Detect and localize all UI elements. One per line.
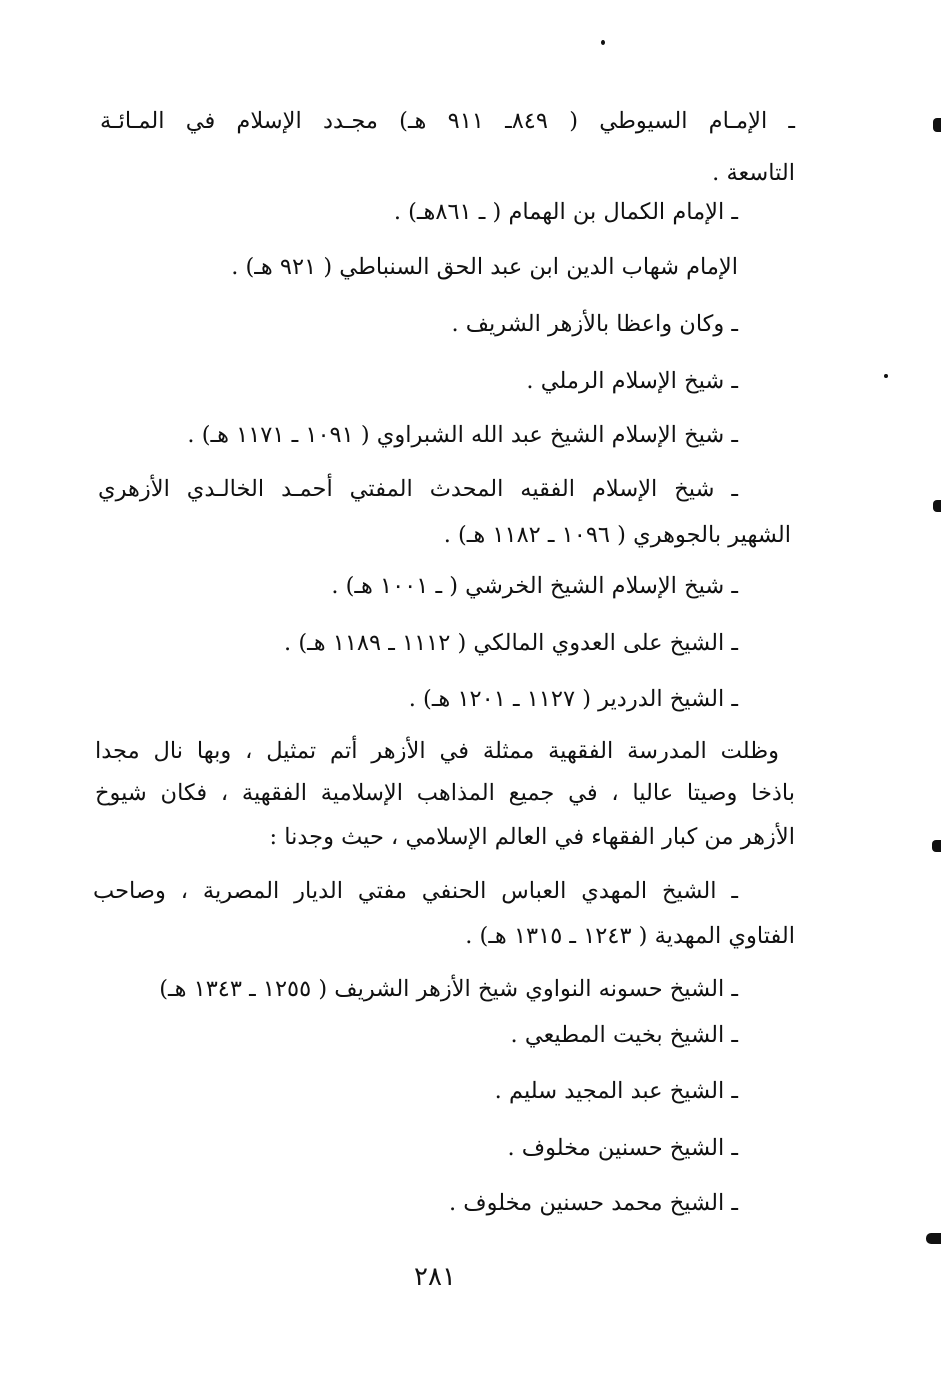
text-line: ـ شيخ الإسلام الشيخ الخرشي ( ـ ١٠٠١ هـ) . [331,573,738,599]
scan-edge-mark [933,118,941,132]
text-line: ـ الشيخ حسونه النواوي شيخ الأزهر الشريف ( ١٢٥٥ ـ ١٣٤٣ هـ) [159,976,738,1002]
scan-speck [884,374,888,378]
text-line: وظلت المدرسة الفقهية ممثلة في الأزهر أتم تمثيل ، وبها نال مجدا [95,738,779,764]
text-line: ـ الشيخ بخيت المطيعي . [510,1022,738,1048]
text-line: ـ الإمـام السيوطي ( ٨٤٩ـ ٩١١ هـ) مجـدد الإسلام في المـائـة [100,108,796,134]
text-line: ـ الشيخ المهدي العباس الحنفي مفتي الديار المصرية ، وصاحب [93,878,738,904]
scan-edge-mark [933,500,941,512]
text-line: ـ الشيخ على العدوي المالكي ( ١١١٢ ـ ١١٨٩ هـ) . [284,630,738,656]
text-line: ـ الشيخ محمد حسنين مخلوف . [448,1190,738,1216]
text-line: الفتاوي المهدية ( ١٢٤٣ ـ ١٣١٥ هـ) . [465,923,795,949]
text-line: ـ الإمام الكمال بن الهمام ( ـ ٨٦١هـ) . [393,199,738,225]
text-line: باذخا وصيتا عاليا ، في جميع المذاهب الإسلامية الفقهية ، فكان شيوخ [95,780,795,806]
scan-speck [601,40,605,45]
text-line: التاسعة . [712,160,795,186]
text-line: ـ شيخ الإسلام الشيخ عبد الله الشبراوي ( ١٠٩١ ـ ١١٧١ هـ) . [187,422,738,448]
scan-edge-mark [926,1233,941,1244]
text-line: ـ شيخ الإسلام الرملي . [526,368,738,394]
text-line: ـ وكان واعظا بالأزهر الشريف . [451,311,738,337]
page-number: ٢٨١ [414,1262,456,1292]
text-line: الأزهر من كبار الفقهاء في العالم الإسلامي ، حيث وجدنا : [269,824,795,850]
text-line: الإمام شهاب الدين ابن عبد الحق السنباطي ( ٩٢١ هـ) . [231,254,738,280]
text-line: الشهير بالجوهري ( ١٠٩٦ ـ ١١٨٢ هـ) . [443,522,791,548]
text-line: ـ الشيخ عبد المجيد سليم . [494,1078,738,1104]
text-line: ـ الشيخ الدردير ( ١١٢٧ ـ ١٢٠١ هـ) . [408,686,738,712]
text-line: ـ الشيخ حسنين مخلوف . [507,1135,738,1161]
scan-edge-mark [932,840,941,852]
text-line: ـ شيخ الإسلام الفقيه المحدث المفتي أحمـد الخالـدي الأزهري [98,476,738,502]
